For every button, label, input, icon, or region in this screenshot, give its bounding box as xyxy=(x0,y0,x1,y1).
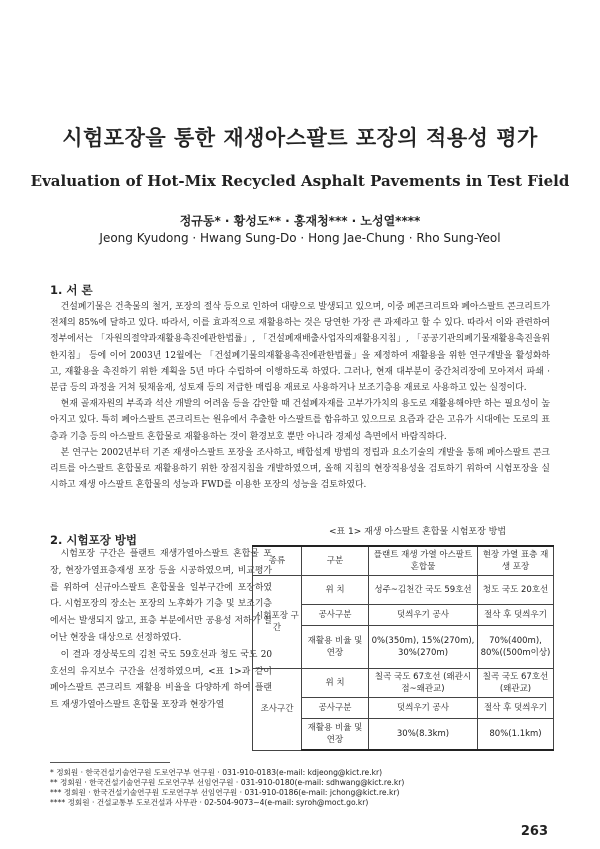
cell: 성주~김천간 국도 59호선 xyxy=(369,576,478,605)
row-label-ratio: 재활용 비율 및 연장 xyxy=(302,719,369,751)
row-label-ratio: 재활용 비율 및 연장 xyxy=(302,626,369,669)
cell: 덧씌우기 공사 xyxy=(369,605,478,626)
row-label-construction: 공사구분 xyxy=(302,698,369,719)
cell: 칠곡 국도 67호선 (왜관교) xyxy=(478,669,554,698)
paragraph: 본 연구는 2002년부터 기존 재생아스팔트 포장을 조사하고, 배합설계 방법의 정립과 요소기술의 개발을 통해 폐아스팔트 콘크리트를 아스팔트 혼합물로 재활용하기 위한 장점지침을 개발하였으며, 올해 지침의 현장적용성을 검토하기 위하여 시험포장을 실시하고 재생 아스팔트 혼합물의 성능과 FWD를 이용한 포장의 성능을 검토하였다. xyxy=(50,447,550,491)
footnote: * 정회원 · 한국건설기술연구원 도로연구부 연구원 · 031-910-0183(e-mail: kdjeong@kict.re.kr) xyxy=(50,768,383,777)
row-label-construction: 공사구분 xyxy=(302,605,369,626)
footnote: **** 정회원 · 건설교통부 도로건설과 사무관 · 02-504-9073~4(e-mail: syroh@moct.go.kr) xyxy=(50,798,369,807)
footnotes xyxy=(50,768,570,808)
section-2-heading: 2. 시험포장 방법 xyxy=(50,533,138,547)
header-type: 종류 xyxy=(253,546,302,576)
authors-korean: 정규동* · 황성도** · 홍재청*** · 노성열**** xyxy=(179,214,421,228)
row-label-location: 위 치 xyxy=(302,576,369,605)
cell: 절삭 후 덧씌우기 xyxy=(478,605,554,626)
table-caption: <표 1> 재생 아스팔트 혼합물 시험포장 방법 xyxy=(328,527,507,537)
cell: 30%(8.3km) xyxy=(369,719,478,751)
paper-title-en: Evaluation of Hot-Mix Recycled Asphalt Pavements in Test Field xyxy=(30,172,570,190)
authors-english: Jeong Kyudong · Hwang Sung-Do · Hong Jae-Chung · Rho Sung-Yeol xyxy=(99,231,501,245)
footnote: *** 정회원 · 한국건설기술연구원 도로연구부 선임연구원 · 031-910-0186(e-mail: jchong@kict.re.kr) xyxy=(50,788,400,797)
header-field: 현장 가열 표층 재생 포장 xyxy=(478,546,554,576)
group-test-section: 시험포장 구간 xyxy=(253,576,302,669)
cell: 청도 국도 20호선 xyxy=(478,576,554,605)
paragraph: 건설폐기물은 건축물의 철거, 포장의 절삭 등으로 인하여 대량으로 발생되고 있으며, 이중 폐콘크리트와 폐아스팔트 콘크리트가 전체의 85%에 달하고 있다. 따라서, 이를 효과적으로 재활용하는 것은 당연한 가장 큰 과제라고 할 수 있다. 따라서 이와 관련하여 정부에서는 「자원의절약과재활용촉진에관한법률」, 「건설폐재배출사업자의재활용지침」, 「공공기관의폐기물재활용촉진을위한지침」 등에 이어 2003년 12월에는 「건설폐기물의재활용촉진에관한법률」을 제정하여 재활용을 위한 연구개발을 활성화하고, 재활용을 촉진하기 위한 계획을 5년 마다 수립하여 이행하도록 하였다. 그러나, 현재 대부분이 중간처리장에 모아져서 파쇄 · 분급 등의 과정을 거쳐 뒷채움재, 성토재 등의 저급한 매립용 재료로 사용하거나 보조기층용 재료로 사용하고 있는 실정이다. xyxy=(50,302,550,394)
header-plant: 플랜트 재생 가열 아스팔트 혼합물 xyxy=(369,546,478,576)
paragraph: 시험포장 구간은 플랜트 재생가열아스팔트 혼합물 포장, 현장가열표층재생 포장 등을 시공하였으며, 비교평가를 위하여 신규아스팔트 혼합물을 일부구간에 포장하였다. 시험포장의 장소는 포장의 노후화가 기층 및 보조기층에서는 발생되지 않고, 표층 부분에서만 공용성 저하가 일어난 현장을 대상으로 선정하였다. xyxy=(50,549,272,643)
footnote-divider xyxy=(50,762,170,763)
section-1-body xyxy=(50,299,550,493)
header-category: 구분 xyxy=(302,546,369,576)
section-1-heading: 1. 서 론 xyxy=(50,283,93,297)
test-pavement-table xyxy=(252,545,554,751)
row-label-location: 위 치 xyxy=(302,669,369,698)
section-2-body xyxy=(50,546,272,714)
cell: 0%(350m), 15%(270m), 30%(270m) xyxy=(369,626,478,669)
paragraph: 현재 골재자원의 부족과 석산 개발의 어려움 등을 감안할 때 건설폐자재를 고부가가치의 용도로 재활용해야만 하는 필요성이 높아지고 있다. 특히 폐아스팔트 콘크리트는 원유에서 추출한 아스팔트를 함유하고 있으므로 요즘과 같은 고유가 시대에는 도로의 표층과 기층 등의 아스팔트 혼합물로 재활용하는 것이 환경보호 뿐만 아니라 경제성 측면에서 바람직하다. xyxy=(50,399,550,442)
cell: 절삭 후 덧씌우기 xyxy=(478,698,554,719)
cell: 70%(400m), 80%((500m이상) xyxy=(478,626,554,669)
page-number: 263 xyxy=(520,824,548,839)
paragraph: 이 결과 경상북도의 김천 국도 59호선과 청도 국도 20호선의 유지보수 구간을 선정하였으며, <표 1>과 같이 폐아스팔트 콘크리트 재활용 비율을 다양하게 하여 플랜트 재생가열아스팔트 혼합물 포장과 현장가열 xyxy=(50,649,272,711)
group-survey-section: 조사구간 xyxy=(253,669,302,751)
footnote: ** 정회원 · 한국건설기술연구원 도로연구부 선임연구원 · 031-910-0180(e-mail: sdhwang@kict.re.kr) xyxy=(50,778,405,787)
cell: 80%(1.1km) xyxy=(478,719,554,751)
cell: 덧씌우기 공사 xyxy=(369,698,478,719)
paper-title: 시험포장을 통한 재생아스팔트 포장의 적용성 평가 xyxy=(62,126,538,150)
cell: 칠곡 국도 67호선 (왜관시점~왜관교) xyxy=(369,669,478,698)
